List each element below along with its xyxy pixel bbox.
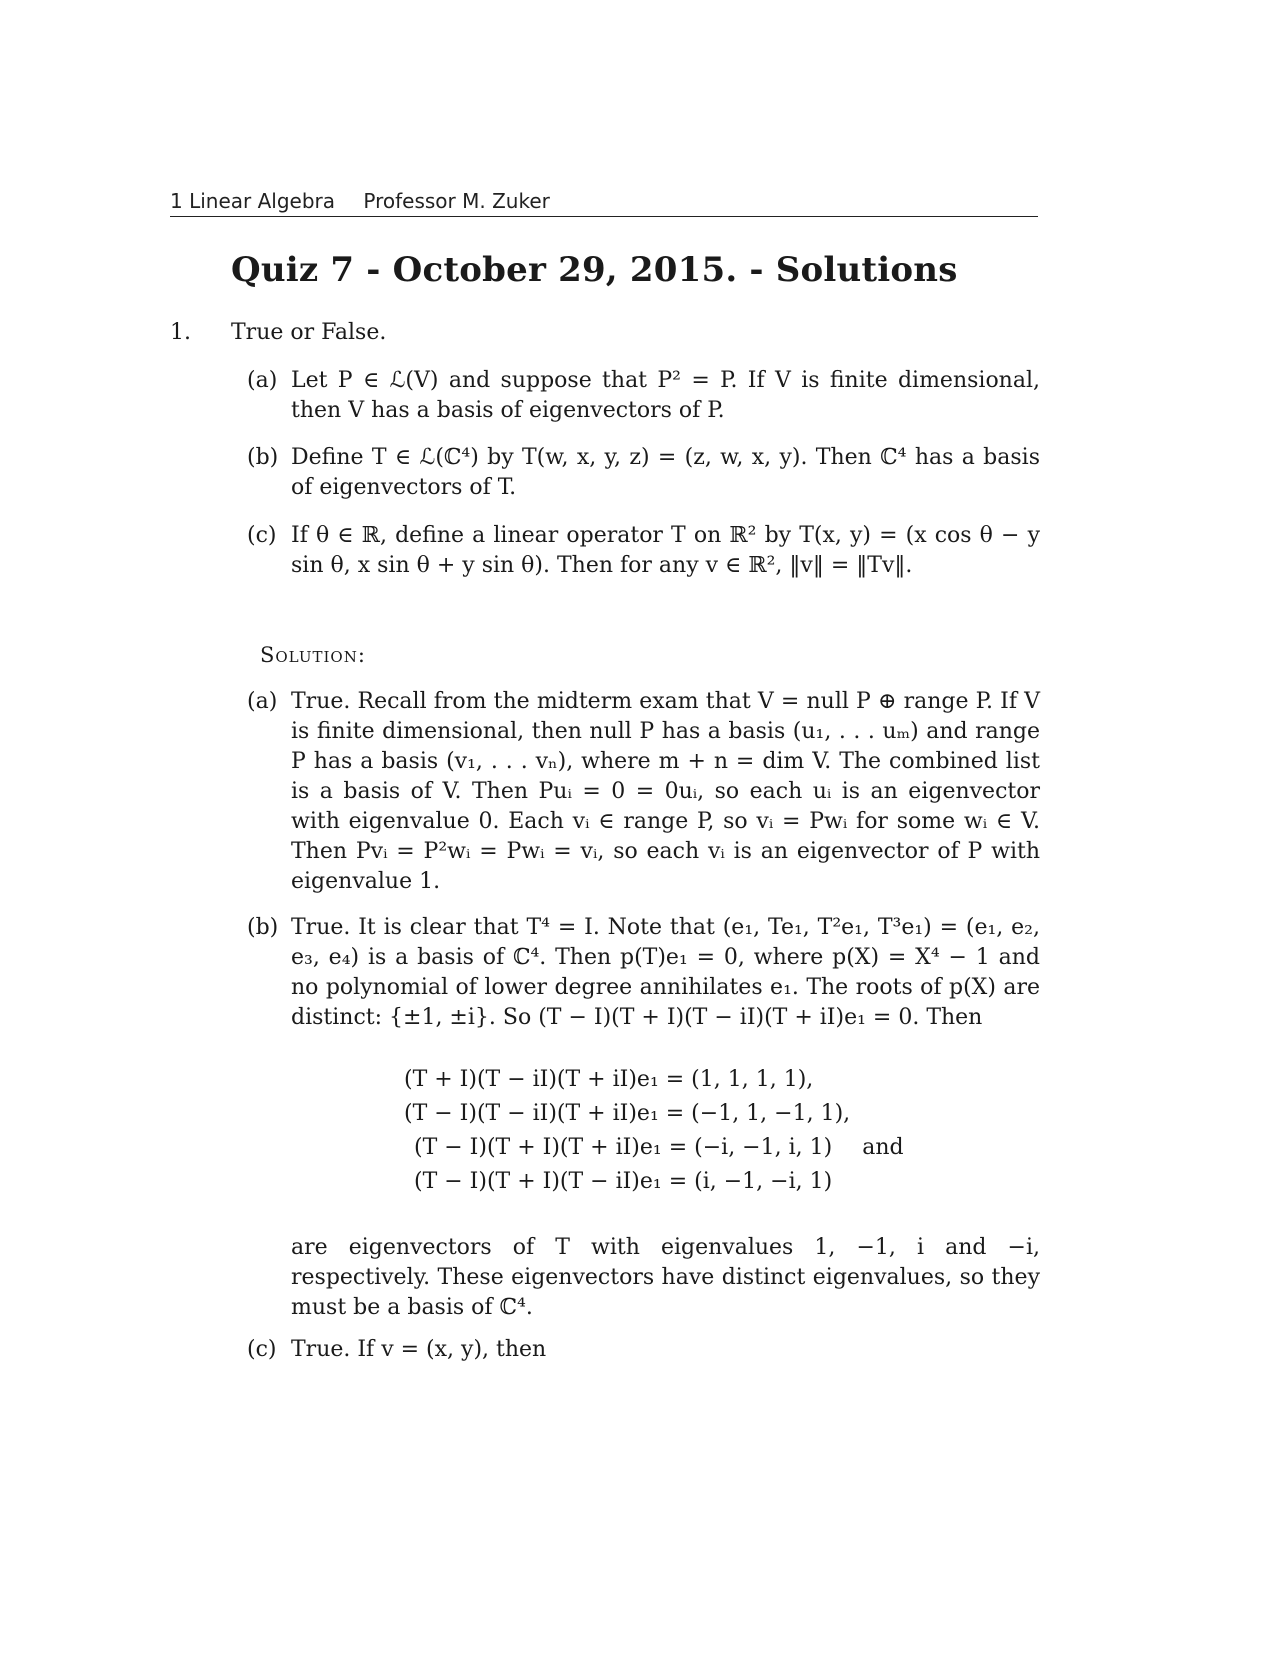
solution-a-label: (a) <box>247 689 278 714</box>
eigenvector-equations <box>404 1063 904 1199</box>
statement-b-label: (b) <box>247 445 279 470</box>
solution-b-text: True. It is clear that T⁴ = I. Note that (e₁, Te₁, T²e₁, T³e₁) = (e₁, e₂, e₃, e₄) is a basis of ℂ⁴. Then p(T)e₁ = 0, where p(X) = X⁴ − 1 and no polynomial of lower degree annihilates e₁. The roots of p(X) are distinct: {±1, ±i}. So (T − I)(T + I)(T − iI)(T + iI)e₁ = 0. Then <box>291 915 1040 1030</box>
question-prompt: True or False. <box>231 320 387 345</box>
equation-row: (T − I)(T + I)(T − iI)e₁ = (i, −1, −i, 1) <box>414 1169 833 1194</box>
statement-c-label: (c) <box>247 523 277 548</box>
solution-b-label: (b) <box>247 915 279 940</box>
solution-b-closing: are eigenvectors of T with eigenvalues 1, −1, i and −i, respectively. These eigenvectors have distinct eigenvalues, so they must be a basis of ℂ⁴. <box>291 1235 1040 1320</box>
solution-b <box>247 913 1040 1033</box>
solution-c-label: (c) <box>247 1337 277 1362</box>
statement-c <box>247 521 1040 581</box>
equation-text: (T − I)(T + I)(T + iI)e₁ = (−i, −1, i, 1) <box>414 1135 833 1160</box>
course-name: 1 Linear Algebra <box>170 189 336 213</box>
statement-a <box>247 366 1040 426</box>
statement-a-text: Let P ∈ ℒ(V) and suppose that P² = P. If V is finite dimensional, then V has a basis of eigenvectors of P. <box>291 368 1040 423</box>
running-header <box>170 189 1038 217</box>
equation-row: (T − I)(T − iI)(T + iI)e₁ = (−1, 1, −1, 1), <box>404 1101 851 1126</box>
statement-b-text: Define T ∈ ℒ(ℂ⁴) by T(w, x, y, z) = (z, w, x, y). Then ℂ⁴ has a basis of eigenvectors of T. <box>291 445 1040 500</box>
solution-a <box>247 687 1040 897</box>
professor-name: Professor M. Zuker <box>363 189 550 213</box>
statement-b <box>247 443 1040 503</box>
page-title: Quiz 7 - October 29, 2015. - Solutions <box>231 250 958 290</box>
solution-c <box>247 1335 1040 1365</box>
and-word: and <box>862 1135 904 1160</box>
statement-a-label: (a) <box>247 368 278 393</box>
solution-c-text: True. If v = (x, y), then <box>291 1337 547 1362</box>
solution-a-text: True. Recall from the midterm exam that V = null P ⊕ range P. If V is finite dimensional, then null P has a basis (u₁, . . . uₘ) and range P has a basis (v₁, . . . vₙ), where m + n = dim V. The combined list is a basis of V. Then Puᵢ = 0 = 0uᵢ, so each uᵢ is an eigenvector with eigenvalue 0. Each vᵢ ∈ range P, so vᵢ = Pwᵢ for some wᵢ ∈ V. Then Pvᵢ = P²wᵢ = Pwᵢ = vᵢ, so each vᵢ is an eigenvector of P with eigenvalue 1. <box>291 689 1040 894</box>
equation-row <box>404 1131 904 1165</box>
solution-heading: Solution: <box>260 643 366 667</box>
equation-row: (T + I)(T − iI)(T + iI)e₁ = (1, 1, 1, 1), <box>404 1067 814 1092</box>
question-number: 1. <box>170 320 191 345</box>
statement-c-text: If θ ∈ ℝ, define a linear operator T on ℝ² by T(x, y) = (x cos θ − y sin θ, x sin θ + y sin θ). Then for any v ∈ ℝ², ‖v‖ = ‖Tv‖. <box>291 523 1040 578</box>
